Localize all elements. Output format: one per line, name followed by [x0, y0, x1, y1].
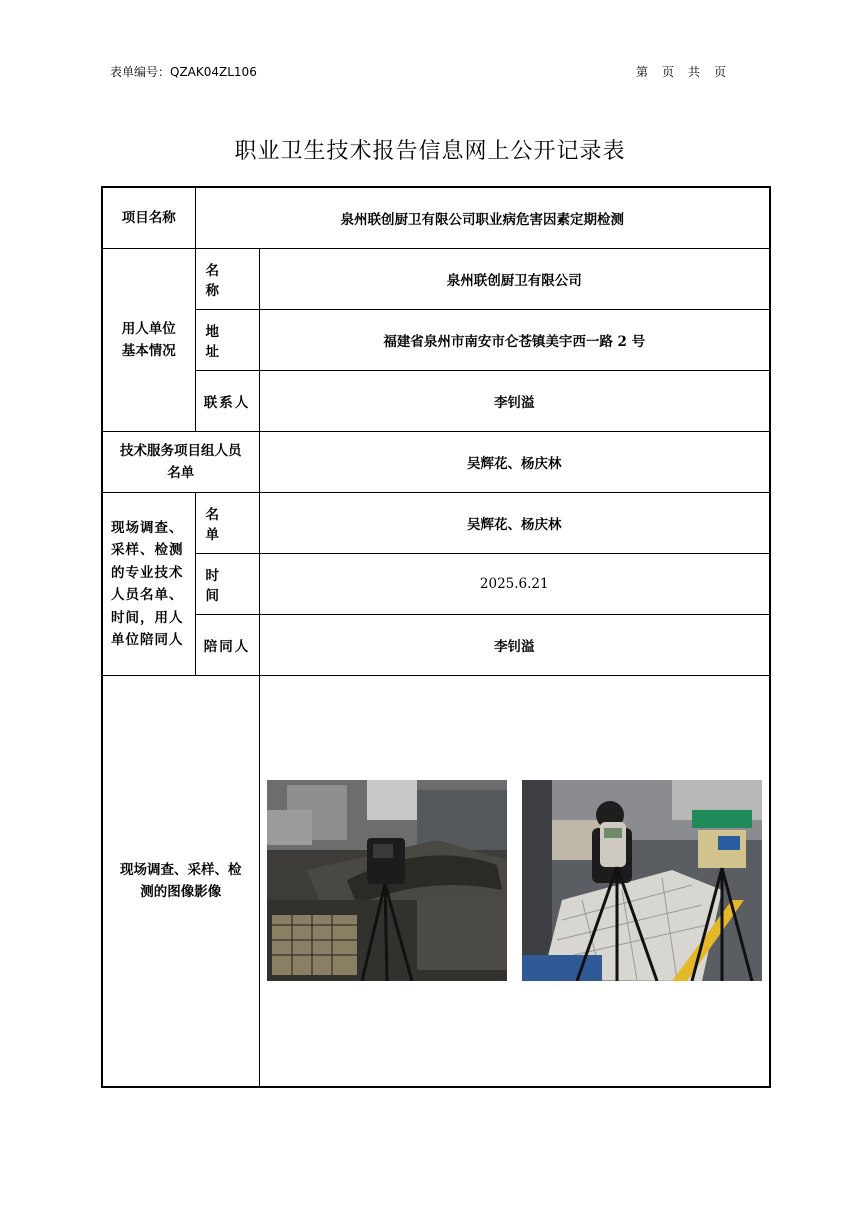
survey-label-line: 单位陪同人 — [111, 632, 184, 648]
photo-area — [260, 676, 770, 1086]
workshop-photo-image — [267, 780, 507, 981]
time-value: 2025.6.21 — [259, 554, 770, 615]
images-label — [102, 676, 259, 1088]
row-project — [102, 187, 770, 249]
page-di: 第 — [636, 65, 649, 79]
name-value: 泉州联创厨卫有限公司 — [259, 249, 770, 310]
address-label: 地 址 — [195, 310, 259, 371]
page-gong: 共 — [688, 65, 701, 79]
time-label: 时 间 — [195, 554, 259, 615]
escort-value: 李钊溢 — [259, 615, 770, 676]
list-label: 名 单 — [195, 493, 259, 554]
row-images — [102, 676, 770, 1088]
team-value: 吴辉花、杨庆林 — [259, 432, 770, 493]
team-label-line2: 名单 — [167, 465, 195, 481]
survey-label — [102, 493, 195, 676]
images-label-line1: 现场调查、采样、检 — [120, 862, 242, 878]
survey-label-line: 现场调查、 — [111, 519, 184, 536]
project-label: 项目名称 — [102, 187, 195, 249]
contact-label: 联系人 — [195, 371, 259, 432]
project-value: 泉州联创厨卫有限公司职业病危害因素定期检测 — [195, 187, 770, 249]
list-value: 吴辉花、杨庆林 — [259, 493, 770, 554]
site-photo-sampling — [522, 780, 762, 981]
page-counter — [636, 63, 740, 80]
images-label-line2: 测的图像影像 — [140, 884, 222, 900]
survey-label-line: 人员名单、 — [111, 587, 184, 603]
employer-label-line1: 用人单位 — [121, 321, 176, 337]
site-photo-workshop — [267, 780, 507, 981]
page-ye: 页 — [662, 65, 675, 79]
escort-label: 陪同人 — [195, 615, 259, 676]
survey-label-line: 采样、检测 — [111, 542, 184, 558]
address-value: 福建省泉州市南安市仑苍镇美宇西一路 2 号 — [259, 310, 770, 371]
form-number: 表单编号：QZAK04ZL106 — [110, 65, 257, 79]
row-time — [102, 554, 770, 615]
record-table — [101, 186, 771, 1088]
contact-value: 李钊溢 — [259, 371, 770, 432]
images-cell — [259, 676, 770, 1088]
row-contact — [102, 371, 770, 432]
employer-label — [102, 249, 195, 432]
team-label-line1: 技术服务项目组人员 — [120, 443, 242, 459]
survey-label-line: 的专业技术 — [111, 564, 184, 581]
page-ye2: 页 — [714, 65, 727, 79]
team-label — [102, 432, 259, 493]
sampling-photo-image — [522, 780, 762, 981]
row-address — [102, 310, 770, 371]
page-title: 职业卫生技术报告信息网上公开记录表 — [234, 139, 626, 164]
survey-label-line: 时间，用人 — [111, 609, 184, 626]
name-label: 名 称 — [195, 249, 259, 310]
row-team — [102, 432, 770, 493]
row-escort — [102, 615, 770, 676]
row-list — [102, 493, 770, 554]
row-name — [102, 249, 770, 310]
employer-label-line2: 基本情况 — [121, 343, 176, 359]
